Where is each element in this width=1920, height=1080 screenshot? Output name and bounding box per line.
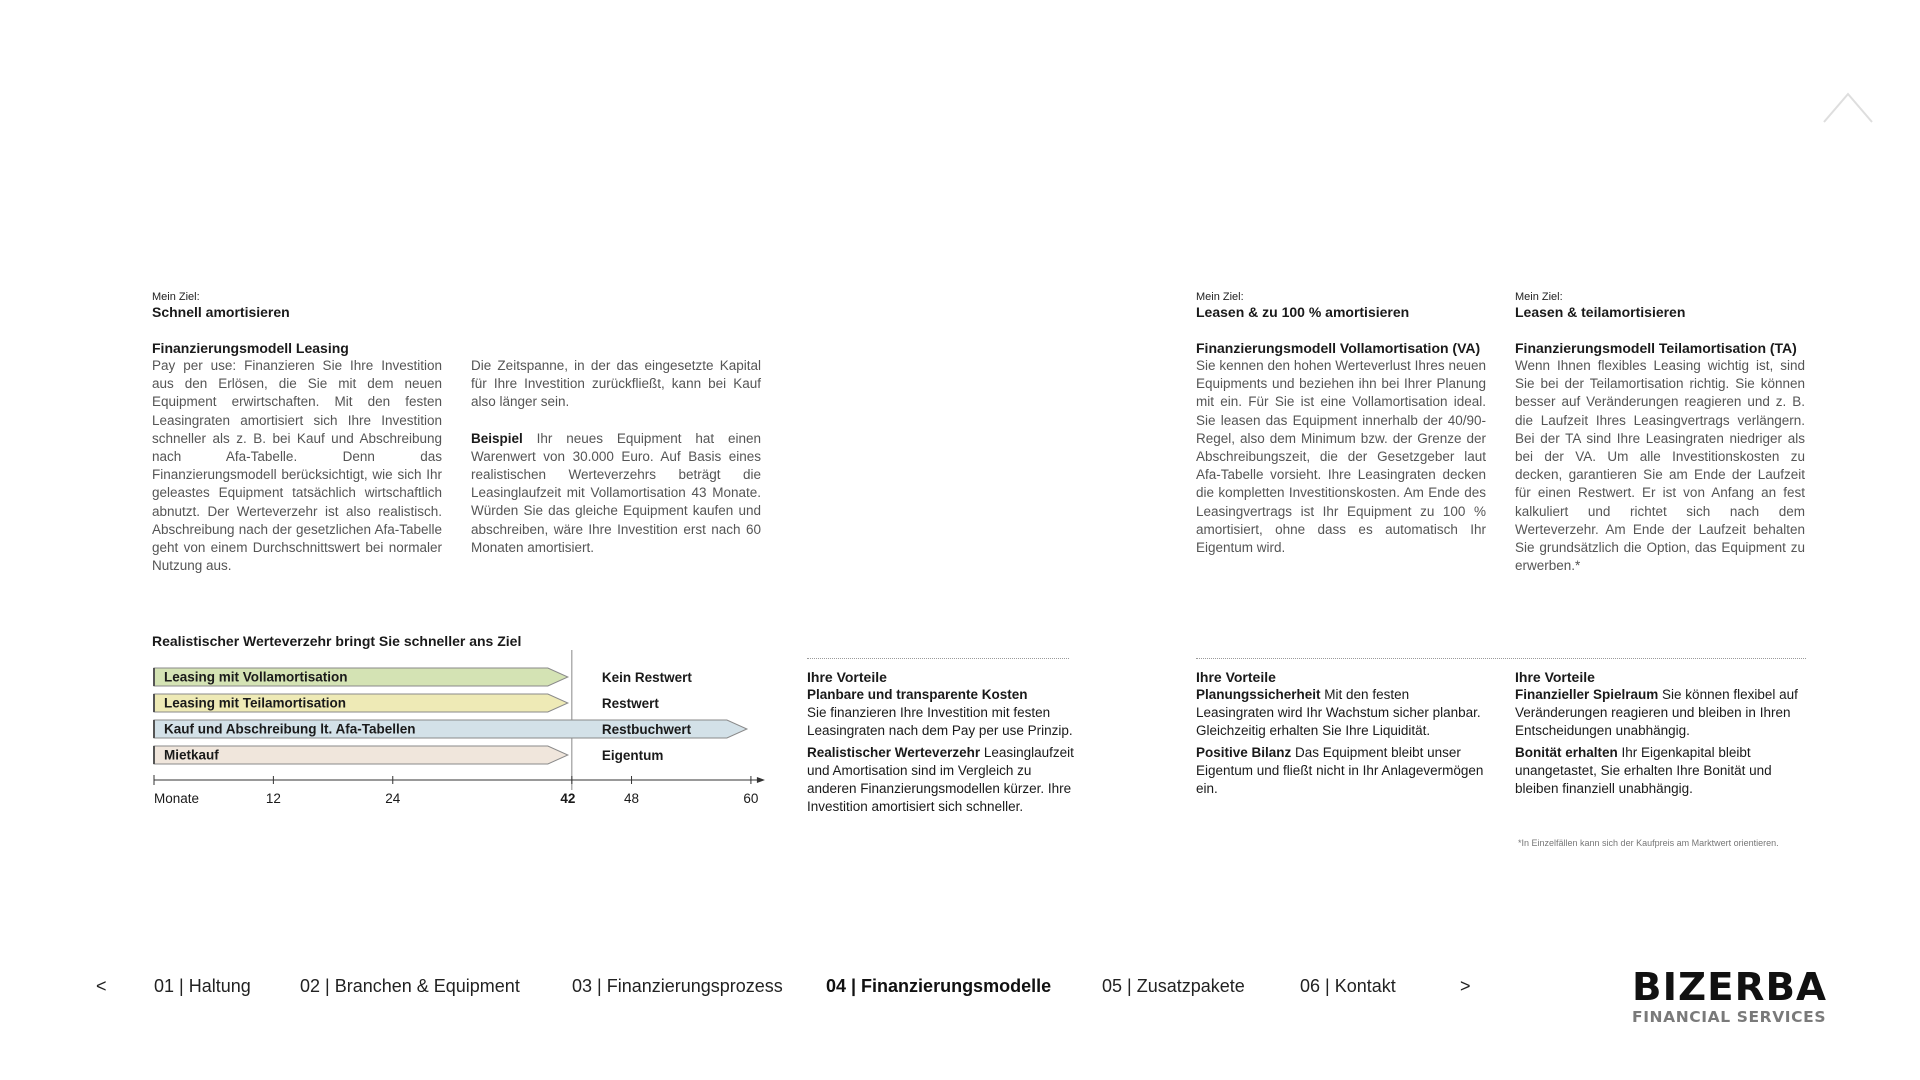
nav-item-finanzierungsmodelle[interactable]: 04 | Finanzierungsmodelle [826,976,1052,996]
chart-title: Realistischer Werteverzehr bringt Sie schneller ans Ziel [152,633,522,649]
end-label-3: Restbuchwert [601,722,692,737]
col2-example-text: Ihr neues Equipment hat einen Warenwert von 30.000 Euro. Auf Basis eines realistischen Werteverzehrs beträgt die Leasinglaufzeit mit Vollamortisation 43 Monate. Würden Sie das gleiche Equipment kaufen und abschreiben, wäre Ihre Investition erst nach 60 Monaten amortisiert. [471,430,761,555]
nav-item-finanzierungsprozess[interactable]: 03 | Finanzierungsprozess [572,976,783,996]
col3-kicker: Mein Ziel: [1196,291,1244,303]
col1-model-title: Finanzierungsmodell Leasing [152,340,349,356]
col1-kicker: Mein Ziel: [152,291,200,303]
nav-prev-button[interactable]: < [96,976,107,996]
adv1-subheading: Planbare und transparente Kosten [807,687,1028,702]
col4-block [1515,290,1805,575]
bizerba-logo[interactable] [1632,965,1882,1026]
col4-kicker: Mein Ziel: [1515,291,1563,303]
col3-goal: Leasen & zu 100 % amortisieren [1196,304,1410,320]
bar-label-1: Leasing mit Vollamortisation [164,669,348,685]
footnote: *In Einzelfällen kann sich der Kaufpreis am Marktwert orientieren. [1518,838,1779,848]
col2-example-label: Beispiel [471,430,523,446]
logo-name: BIZERBA [1632,965,1828,1009]
x-tick-label-42: 42 [560,791,576,806]
end-label-4: Eigentum [601,748,664,763]
nav-next-button[interactable]: > [1460,976,1471,996]
adv3-label2: Bonität erhalten [1515,744,1618,760]
end-label-1: Kein Restwert [601,670,692,685]
adv3-block [1515,668,1805,801]
adv2-label2: Positive Bilanz [1196,744,1292,760]
adv3-heading: Ihre Vorteile [1515,669,1595,685]
adv2-block [1196,668,1486,801]
value-loss-chart [140,650,780,820]
adv2-text2: Das Equipment bleibt unser Eigentum und fließt nicht in Ihr Anlagevermögen ein. [1196,744,1484,797]
adv2-label1: Planungssicherheit [1196,687,1321,702]
col1-block [152,290,442,575]
nav-item-zusatzpakete[interactable]: 05 | Zusatzpakete [1102,976,1245,996]
col1-text: Pay per use: Finanzieren Sie Ihre Investition aus den Erlösen, die Sie mit dem neuen Equipment erwirtschaften. Mit den festen Leasingraten amortisiert sich Ihre Investition schneller als z. B. bei Kauf und Abschreibung nach Afa-Tabelle. Denn das Finanzierungsmodell berücksichtigt, wie sich Ihr geleastes Equipment tatsächlich wirtschaftlich abnutzt. Der Werteverzehr ist also realistisch. Abschreibung nach der gesetzlichen Afa-Tabelle geht von einem Durchschnittswert bei normaler Nutzung aus. [152,358,442,574]
scroll-top-icon[interactable] [1820,88,1876,126]
x-axis-label: Monate [154,791,200,806]
adv2-heading: Ihre Vorteile [1196,669,1276,685]
nav-item-haltung[interactable]: 01 | Haltung [154,976,251,996]
adv3-text1: Sie können flexibel auf Veränderungen reagieren und bleiben in Ihren Entscheidungen unabhängig. [1515,687,1798,739]
adv2-text1: Mit den festen Leasingraten wird Ihr Wachstum sicher planbar. Gleichzeitig erhalten Sie Ihre Liquidität. [1196,687,1481,739]
col1-goal: Schnell amortisieren [152,304,290,320]
nav-item-kontakt[interactable]: 06 | Kontakt [1300,976,1396,996]
col2-block [471,357,761,557]
col4-text: Wenn Ihnen flexibles Leasing wichtig ist, sind Sie bei der Teilamortisation richtig. Sie können besser auf Veränderungen reagieren und z. B. die Laufzeit Ihres Leasingvertrags verlängern. Bei der TA sind Ihre Leasingraten niedriger als bei der VA. Um alle Investitionskosten zu decken, garantieren Sie am Ende der Laufzeit für einen Restwert. Er ist von Anfang an fest kalkuliert und richtet sich nach dem Werteverzehr. Am Ende der Laufzeit behalten Sie grundsätzlich die Option, das Equipment zu erwerben.* [1515,358,1805,574]
bar-label-3: Kauf und Abschreibung lt. Afa-Tabellen [164,721,416,737]
col2-example [471,430,761,557]
adv1-text1: Sie finanzieren Ihre Investition mit festen Leasingraten nach dem Pay per use Prinzip. [807,705,1073,739]
col3-model-title: Finanzierungsmodell Vollamortisation (VA) [1196,340,1481,356]
divider-adv1 [807,658,1069,659]
col3-block [1196,290,1486,557]
adv1-text2: Leasinglaufzeit und Amortisation sind im Vergleich zu anderen Finanzierungsmodellen kürzer. Ihre Investition amortisiert sich schneller. [807,744,1074,815]
x-tick-label-60: 60 [743,791,759,806]
adv1-block [807,668,1077,819]
x-axis-arrow [757,777,765,783]
divider-adv2 [1196,658,1806,659]
end-label-2: Restwert [601,696,659,711]
logo-sub: FINANCIAL SERVICES [1632,1008,1827,1026]
col4-model-title: Finanzierungsmodell Teilamortisation (TA) [1515,340,1797,356]
col3-text: Sie kennen den hohen Werteverlust Ihres neuen Equipments und beziehen ihn bei Ihrer Planung mit ein. Für Sie ist eine Vollamortisation ideal. Sie leasen das Equipment innerhalb der 40/90-Regel, also dem Minimum bzw. der Grenze der Abschreibungszeit, die der Gesetzgeber laut Afa-Tabelle vorsieht. Ihre Leasingraten decken die kompletten Investitionskosten. Am Ende des Leasingvertrags ist Ihr Equipment zu 100 % amortisiert, ohne dass es automatisch Ihr Eigentum wird. [1196,358,1486,556]
adv1-label2: Realistischer Werteverzehr [807,744,981,760]
x-tick-label-24: 24 [385,791,401,806]
adv3-text2: Ihr Eigenkapital bleibt unangetastet, Sie erhalten Ihre Bonität und bleiben finanziell unabhängig. [1515,744,1772,797]
bar-label-4: Mietkauf [164,747,219,763]
col2-text1: Die Zeitspanne, in der das eingesetzte Kapital für Ihre Investition zurückfließt, kann bei Kauf also länger sein. [471,358,761,410]
adv1-heading: Ihre Vorteile [807,669,887,685]
bar-label-2: Leasing mit Teilamortisation [164,695,347,711]
adv3-label1: Finanzieller Spielraum [1515,687,1659,702]
x-tick-label-12: 12 [265,791,281,806]
col4-goal: Leasen & teilamortisieren [1515,304,1686,320]
nav-item-branchen[interactable]: 02 | Branchen & Equipment [300,976,520,996]
x-tick-label-48: 48 [624,791,640,806]
